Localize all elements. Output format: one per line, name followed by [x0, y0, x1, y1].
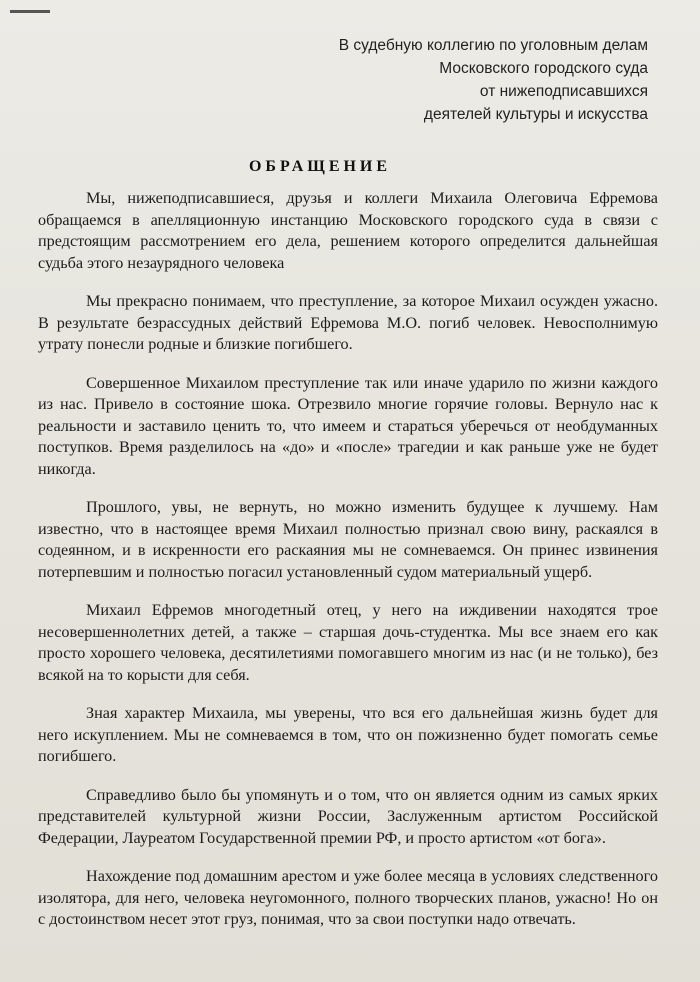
addressee-line: от нижеподписавшихся	[479, 83, 648, 100]
addressee-block	[308, 34, 648, 126]
document-body	[38, 188, 658, 948]
top-dash-mark	[10, 10, 50, 13]
paragraph: Справедливо было бы упомянуть и о том, что он является одним из самых ярких представителей культурной жизни России, Заслуженным артистом Российской Федерации, Лауреатом Государственной премии РФ, и просто артистом «от бога».	[38, 785, 658, 847]
addressee-line: В судебную коллегию по уголовным делам	[338, 37, 648, 54]
paragraph: Нахождение под домашним арестом и уже более месяца в условиях следственного изолятора, для него, человека неугомонного, полного творческих планов, ужасно! Но он с достоинством несет этот груз, понимая, что за свои поступки надо отвечать.	[38, 867, 658, 928]
paragraph: Совершенное Михаилом преступление так или иначе ударило по жизни каждого из нас. Привело в состояние шока. Отрезвило многие горячие головы. Вернуло нас к реальности и заставило ценить то, что имеем и стараться уберечься от необдуманных поступков. Время разделилось на «до» и «после» трагедии и как раньше уже не будет никогда.	[38, 373, 658, 478]
paragraph: Прошлого, увы, не вернуть, но можно изменить будущее к лучшему. Нам известно, что в настоящее время Михаил полностью признал свою вину, раскаялся в содеянном, и в искренности его раскаяния мы не сомневаемся. Он принес извинения потерпевшим и полностью погасил установленный судом материальный ущерб.	[38, 498, 658, 581]
document-title: ОБРАЩЕНИЕ	[248, 158, 392, 175]
paragraph: Мы прекрасно понимаем, что преступление, за которое Михаил осужден ужасно. В результате безрассудных действий Ефремова М.О. погиб человек. Невосполнимую утрату понесли родные и близкие погибшего.	[38, 292, 658, 353]
addressee-line: деятелей культуры и искусства	[423, 106, 648, 123]
paragraph: Михаил Ефремов многодетный отец, у него на иждивении находятся трое несовершеннолетних детей, а также – старшая дочь-студентка. Мы все знаем его как просто хорошего человека, десятилетиями помогавшего многим из нас (и не только), без всякой на то корысти для себя.	[38, 601, 658, 684]
paragraph: Зная характер Михаила, мы уверены, что вся его дальнейшая жизнь будет для него искуплением. Мы не сомневаемся в том, что он пожизненно будет помогать семье погибшего.	[38, 704, 658, 765]
paragraph: Мы, нижеподписавшиеся, друзья и коллеги Михаила Олеговича Ефремова обращаемся в апелляционную инстанцию Московского городского суда в связи с предстоящим рассмотрением его дела, решением которого определится дальнейшая судьба этого незаурядного человека	[38, 189, 658, 272]
addressee-line: Московского городского суда	[439, 60, 648, 77]
